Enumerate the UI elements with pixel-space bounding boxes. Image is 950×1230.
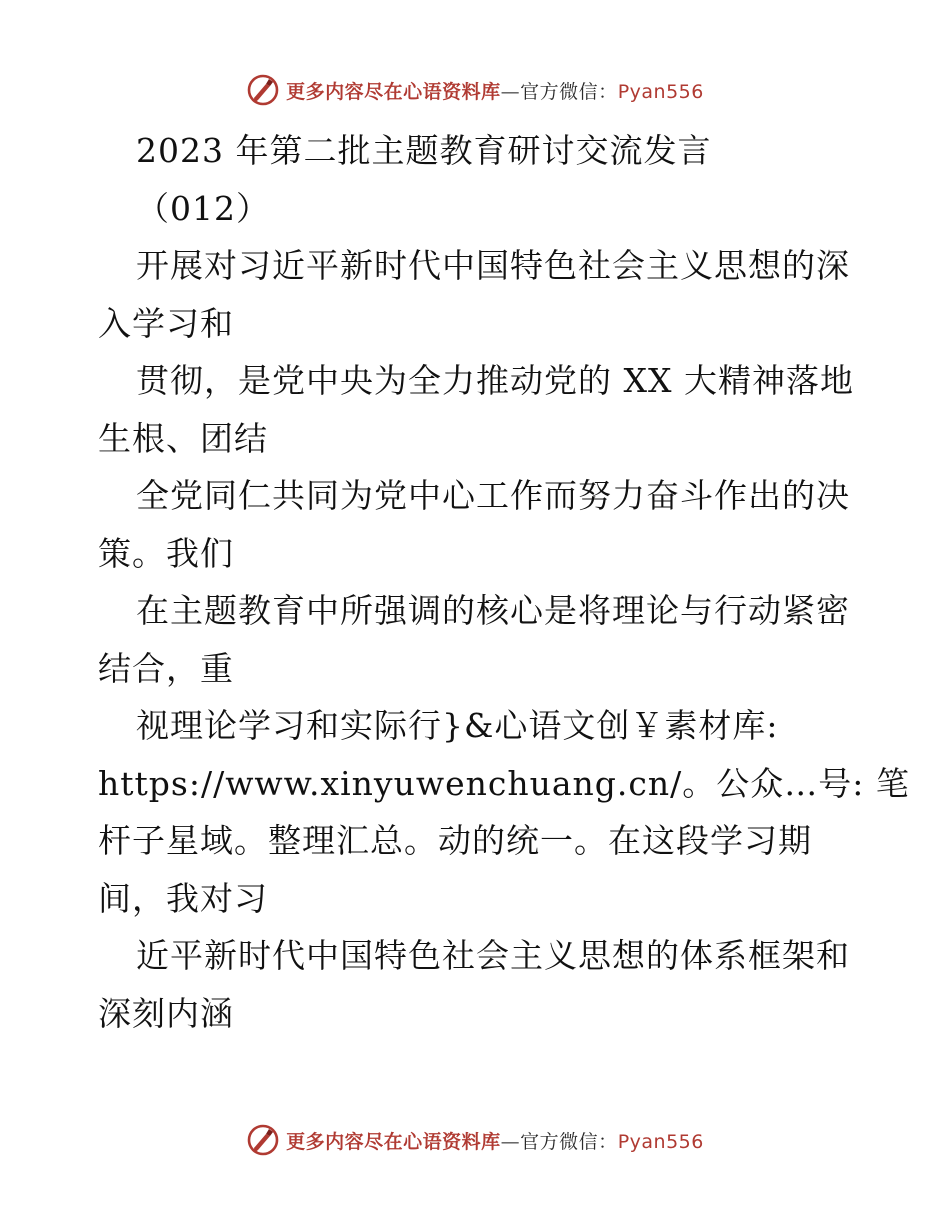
doc-text-line: 策。我们	[98, 533, 234, 573]
doc-text-line: 视理论学习和实际行}&心语文创￥素材库:	[136, 706, 779, 745]
banner-content	[246, 1123, 704, 1157]
doc-text-line: 入学习和	[98, 303, 234, 343]
banner-separator: —	[500, 80, 521, 103]
banner-content	[246, 73, 704, 107]
header-banner	[0, 70, 950, 110]
banner-wechat-label: 官方微信：	[520, 80, 618, 103]
banner-text	[286, 77, 704, 104]
doc-text-line: 在主题教育中所强调的核心是将理论与行动紧密	[136, 591, 850, 630]
doc-text-line: 杆子星域。整理汇总。动的统一。在这段学习期	[98, 821, 812, 860]
footer-banner	[0, 1120, 950, 1160]
pen-logo-icon	[246, 1123, 280, 1157]
banner-wechat-id: Pyan556	[617, 80, 704, 103]
banner-wechat-label: 官方微信：	[520, 1130, 618, 1153]
doc-title-line: 2023 年第二批主题教育研讨交流发言	[136, 131, 712, 170]
doc-text-line: 全党同仁共同为党中心工作而努力奋斗作出的决	[136, 476, 850, 515]
doc-text-line: 结合，重	[98, 648, 234, 688]
banner-wechat-id: Pyan556	[617, 1130, 704, 1153]
banner-separator: —	[500, 1130, 521, 1153]
doc-text-line: 间，我对习	[98, 878, 268, 918]
doc-text-line: 近平新时代中国特色社会主义思想的体系框架和	[136, 936, 850, 975]
doc-url-line: https://www.xinyuwenchuang.cn/。公众…号: 笔	[98, 763, 910, 803]
doc-text-line: 深刻内涵	[98, 993, 234, 1033]
banner-lead-text: 更多内容尽在心语资料库	[286, 1130, 501, 1153]
doc-text-line: 开展对习近平新时代中国特色社会主义思想的深	[136, 246, 850, 285]
doc-text-line: 生根、团结	[98, 418, 268, 458]
banner-lead-text: 更多内容尽在心语资料库	[286, 80, 501, 103]
pen-logo-icon	[246, 73, 280, 107]
doc-text-line: 贯彻，是党中央为全力推动党的 XX 大精神落地	[136, 361, 854, 400]
doc-number-line: （012）	[136, 188, 270, 228]
banner-text	[286, 1127, 704, 1154]
document-body	[98, 122, 910, 1042]
